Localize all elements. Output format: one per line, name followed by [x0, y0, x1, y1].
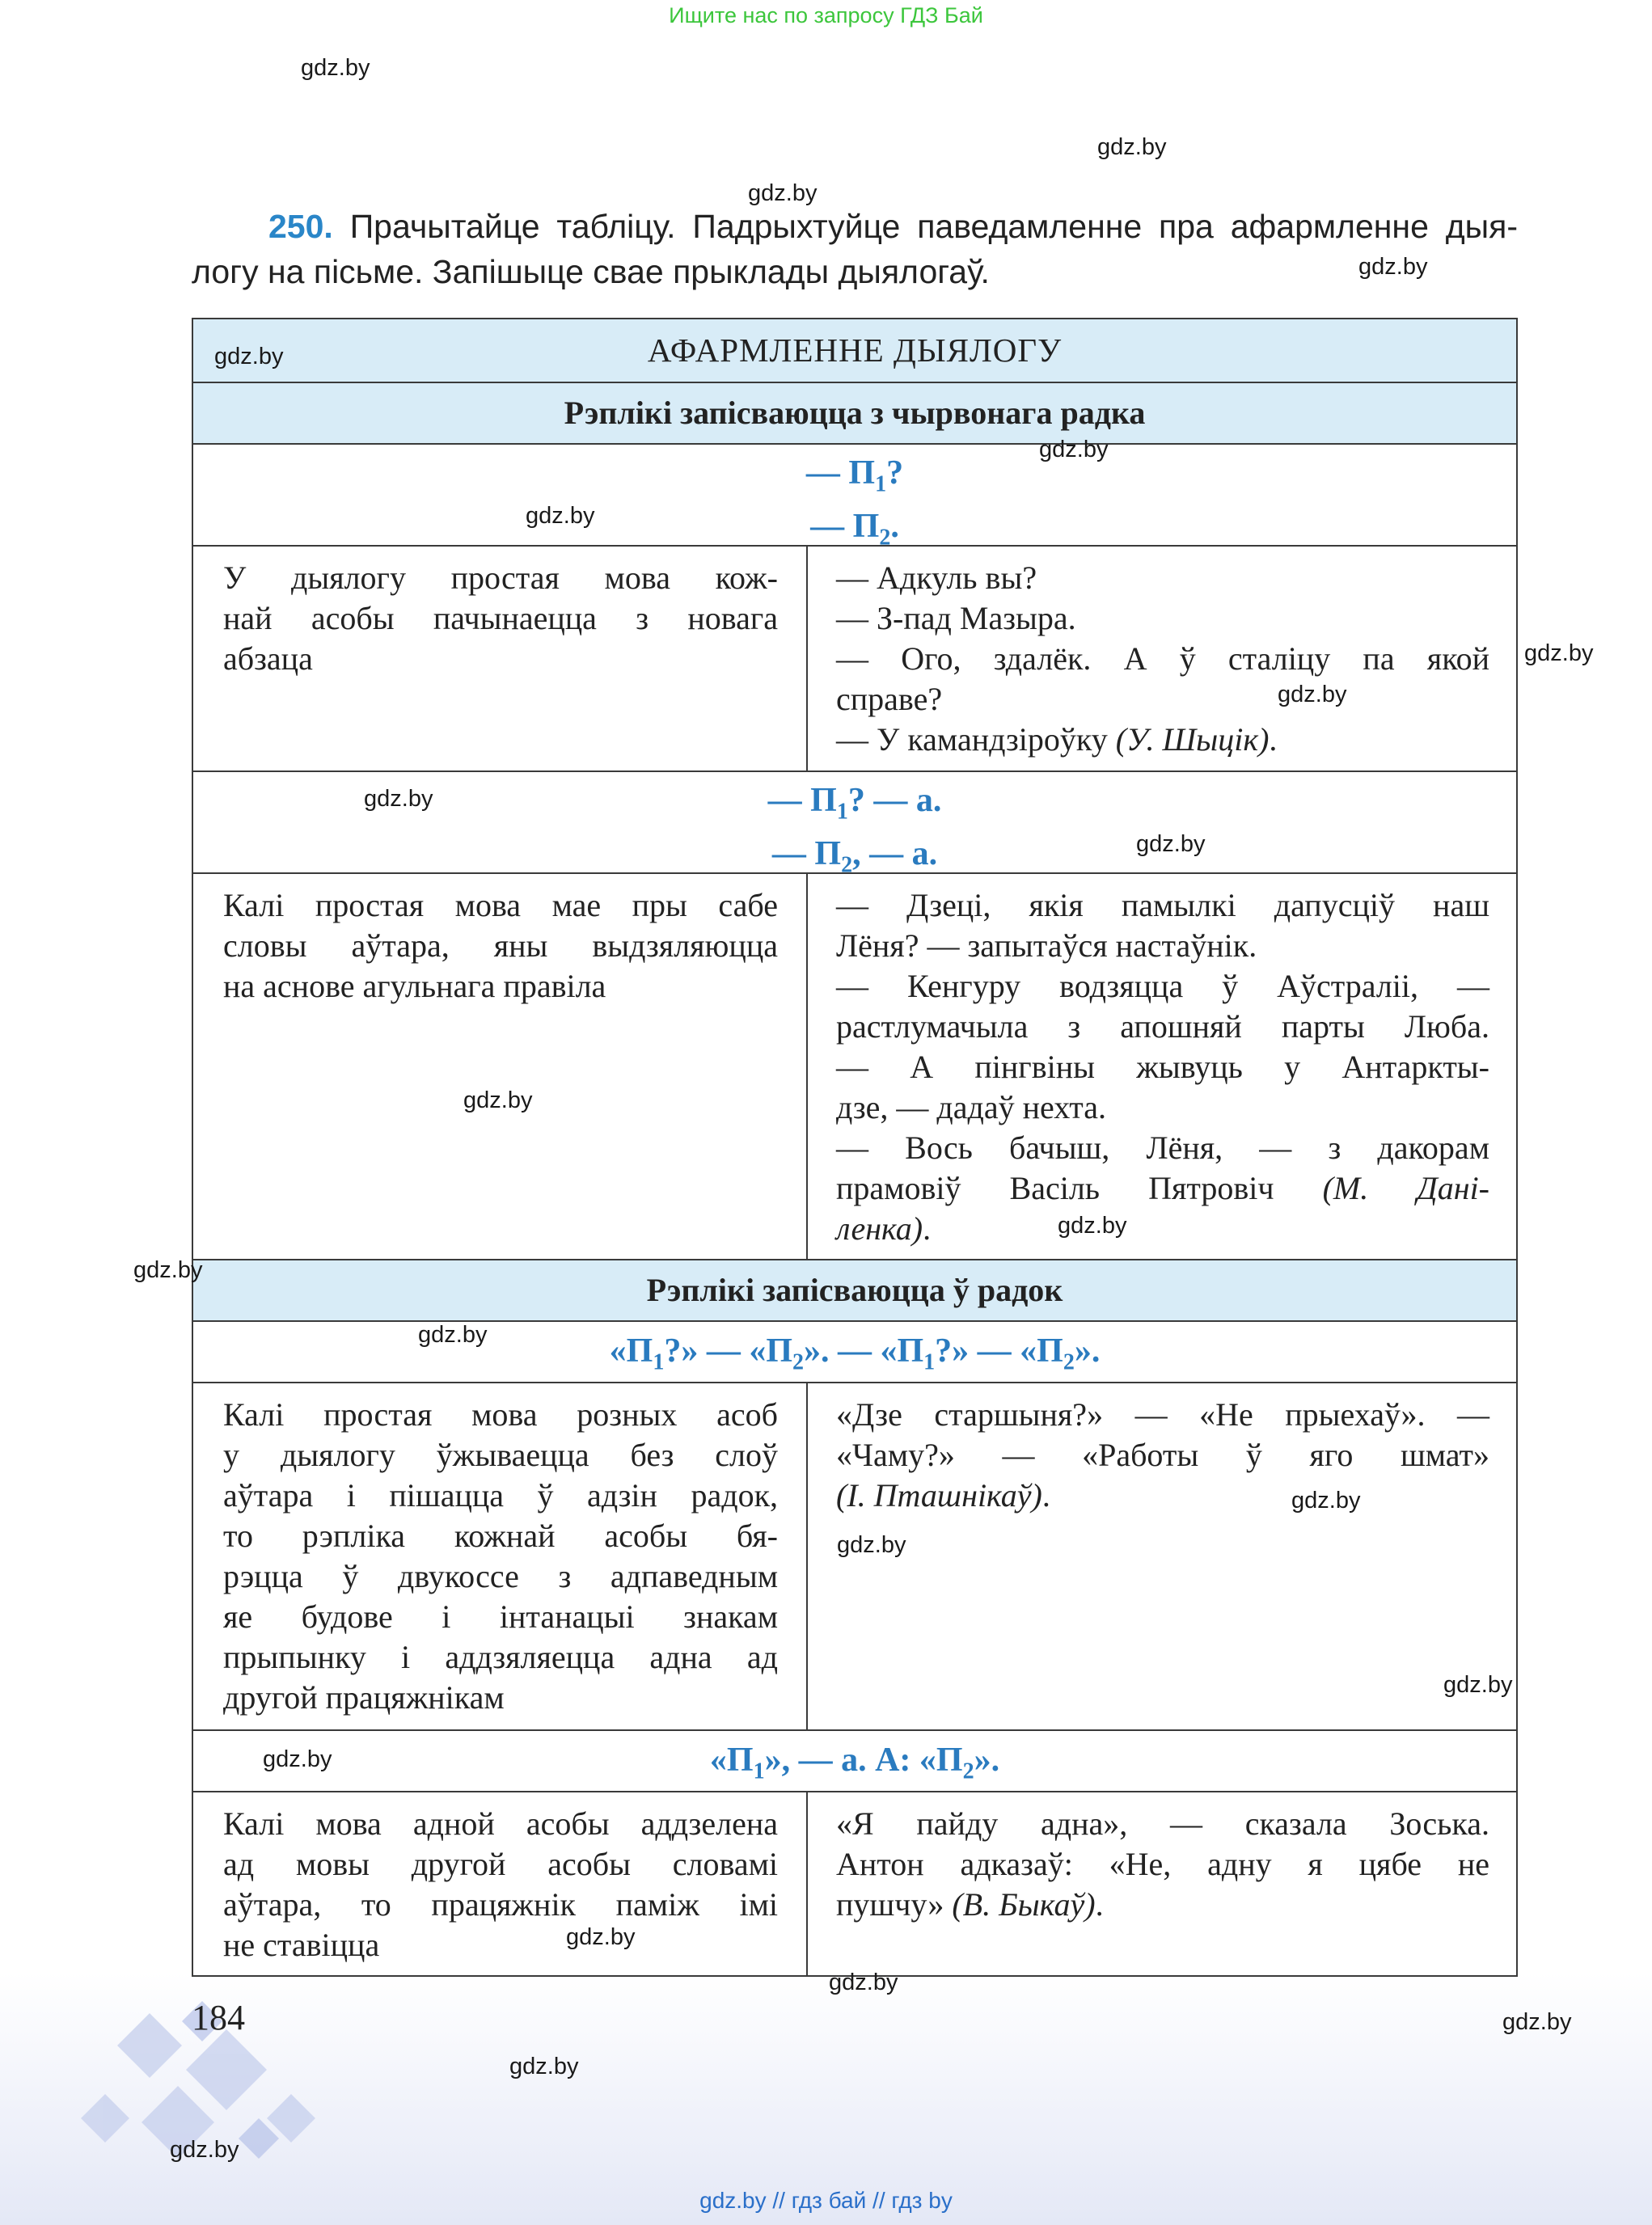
task-number: 250. [268, 208, 333, 245]
search-banner[interactable]: Ищите нас по запросу ГДЗ Бай [669, 3, 983, 27]
watermark: gdz.by [364, 786, 433, 812]
formula-scheme-4: «$П_1$», — а. А: «$П_2$». [709, 1742, 1000, 1784]
table-title: АФАРМЛЕННЕ ДЫЯЛОГУ [647, 331, 1063, 369]
example-text-1: — Адкуль вы? — З-пад Мазыра. — Ого, здалёк. А ў сталіцу па якой справе? — У камандзіроўку (У. Шыцік). [836, 559, 1489, 758]
watermark: gdz.by [837, 1532, 906, 1558]
citation: (М. Дані- [1322, 1170, 1489, 1206]
watermark: gdz.by [1291, 1488, 1361, 1514]
formula-scheme-2: — $П_1$? — а. — $П_2$, — а. [767, 782, 942, 878]
rule-text-4: Калі мова адной асобы аддзелена ад мовы другой асобы словамі аўтара, то працяжнік паміж імі не ставіцца [223, 1805, 778, 1963]
dialogue-format-table [192, 318, 1518, 1977]
page-number: 184 [192, 1998, 245, 2037]
watermark: gdz.by [463, 1087, 533, 1113]
citation: (В. Быкаў) [952, 1886, 1096, 1923]
watermark: gdz.by [170, 2137, 239, 2163]
watermark: gdz.by [1097, 134, 1167, 160]
watermark: gdz.by [1039, 437, 1109, 462]
watermark: gdz.by [301, 55, 370, 81]
watermark: gdz.by [1136, 831, 1206, 857]
task-instruction: 250. Прачытайце табліцу. Падрыхтуйце паведамленне пра афармленне дыя- логу на пісьме. Запішыце свае прыклады дыялогаў. [192, 208, 1518, 290]
watermark: gdz.by [566, 1924, 636, 1950]
citation: (І. Пташнікаў) [836, 1477, 1042, 1514]
watermark: gdz.by [829, 1970, 898, 1995]
watermark: gdz.by [418, 1322, 488, 1348]
example-text-3: «Дзе старшыня?» — «Не прыехаў». — «Чаму?» — «Работы ў яго шмат» (І. Пташнікаў). [836, 1396, 1489, 1514]
rule-text-3: Калі простая мова розных асоб у дыялогу ўжываецца без слоў аўтара і пішацца ў адзін радок, то рэпліка кожнай асобы бя- рэцца ў двукоссе з адпаведным яе будове і інтанацыі знакам прыпынку і аддзяляецца адна ад другой працяжнікам [223, 1396, 778, 1716]
watermark: gdz.by [1358, 254, 1428, 280]
section-title-inline: Рэплікі запісваюцца ў радок [646, 1272, 1063, 1308]
watermark: gdz.by [1502, 2009, 1572, 2035]
watermark: gdz.by [509, 2054, 579, 2079]
example-text-4: «Я пайду адна», — сказала Зоська. Антон адказаў: «Не, адну я цябе не пушчу» (В. Быкаў). [836, 1805, 1489, 1923]
watermark: gdz.by [214, 344, 284, 369]
formula-scheme-1: — $П_1$? — $П_2$. [805, 454, 904, 551]
watermark: gdz.by [1058, 1213, 1127, 1239]
watermark: gdz.by [263, 1746, 332, 1772]
example-text-2: — Дзеці, якія памылкі дапусціў наш Лёня? — запытаўся настаўнік. — Кенгуру водзяцца ў Аўстраліі, — растлумачыла з апошняй парты Люба. — А пінгвіны жывуць у Антаркты- дзе, — дадаў нехта. — Вось бачыш, Лёня, — з дакорам прамовіў Васіль Пятровіч (М. Дані- ленка). [836, 887, 1489, 1247]
watermark: gdz.by [526, 503, 595, 529]
watermark: gdz.by [1278, 682, 1347, 707]
rule-text-2: Калі простая мова мае пры сабе словы аўтара, яны выдзяляюцца на аснове агульнага правіла [223, 887, 778, 1004]
citation: (У. Шыцік) [1115, 721, 1270, 758]
rule-text-1: У дыялогу простая мова кож- най асобы пачынаецца з новага абзаца [223, 559, 778, 677]
footer-links[interactable]: gdz.by // гдз бай // гдз by [699, 2188, 953, 2213]
section-title-new-line: Рэплікі запісваюцца з чырвонага радка [564, 395, 1146, 431]
watermark: gdz.by [1443, 1672, 1513, 1698]
watermark: gdz.by [748, 180, 818, 206]
formula-scheme-3: «$П_1$?» — «$П_2$». — «$П_1$?» — «$П_2$». [609, 1332, 1101, 1375]
watermark: gdz.by [133, 1257, 203, 1283]
watermark: gdz.by [1524, 640, 1594, 666]
